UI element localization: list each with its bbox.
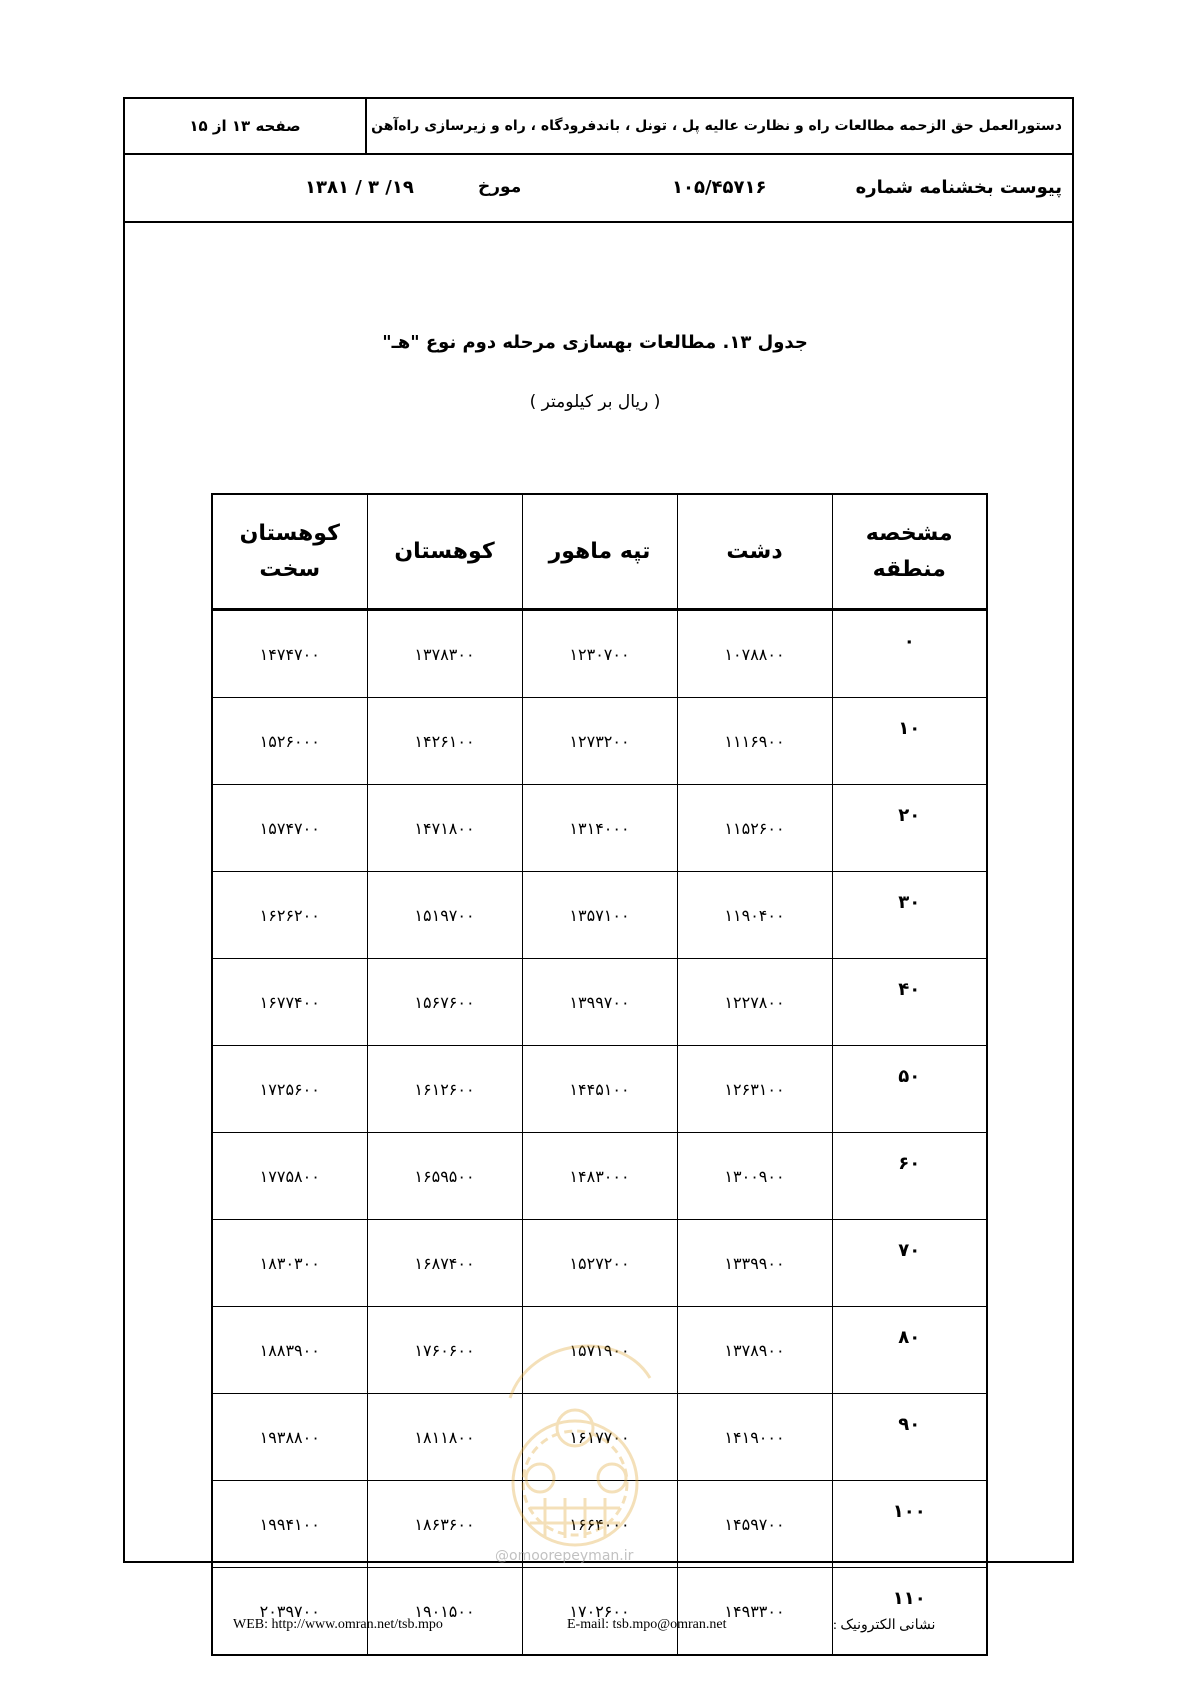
cell-zone: ۳۰ <box>832 872 987 959</box>
header-hard-mountain-line1: کوهستان <box>239 521 340 547</box>
cell-mountain: ۱۳۷۸۳۰۰ <box>367 610 522 698</box>
table-row <box>212 610 987 698</box>
cell-hilly: ۱۳۱۴۰۰۰ <box>522 785 677 872</box>
cell-zone: ۹۰ <box>832 1394 987 1481</box>
header-hilly: تپه ماهور <box>522 494 677 610</box>
cell-mountain: ۱۸۱۱۸۰۰ <box>367 1394 522 1481</box>
table-unit: ( ریال بر کیلومتر ) <box>529 392 661 412</box>
cell-plain: ۱۴۹۳۳۰۰ <box>677 1568 832 1656</box>
document-title: دستورالعمل حق الزحمه مطالعات راه و نظارت عالیه پل ، تونل ، باندفرودگاه ، راه و زیرسازی راه‌آهن <box>371 118 1062 134</box>
table-row <box>212 785 987 872</box>
table-row <box>212 1133 987 1220</box>
cell-zone: ۶۰ <box>832 1133 987 1220</box>
cell-zone: ۰ <box>832 610 987 698</box>
cell-plain: ۱۲۶۳۱۰۰ <box>677 1046 832 1133</box>
cell-zone: ۲۰ <box>832 785 987 872</box>
header-mountain: کوهستان <box>367 494 522 610</box>
table-row <box>212 872 987 959</box>
cell-hilly: ۱۶۶۴۰۰۰ <box>522 1481 677 1568</box>
footer-address-label: نشانی الکترونیک : <box>833 1618 936 1633</box>
cell-hard-mountain: ۱۹۳۸۸۰۰ <box>212 1394 367 1481</box>
table-header-row <box>212 494 987 610</box>
gear-emblem-icon <box>490 1318 660 1548</box>
header-zone <box>832 494 987 610</box>
cell-plain: ۱۲۲۷۸۰۰ <box>677 959 832 1046</box>
cell-hilly: ۱۴۴۵۱۰۰ <box>522 1046 677 1133</box>
header-hard-mountain-line2: سخت <box>259 556 321 582</box>
cell-hilly: ۱۳۵۷۱۰۰ <box>522 872 677 959</box>
cell-mountain: ۱۵۶۷۶۰۰ <box>367 959 522 1046</box>
cell-mountain: ۱۴۲۶۱۰۰ <box>367 698 522 785</box>
cell-plain: ۱۴۵۹۷۰۰ <box>677 1481 832 1568</box>
header-plain: دشت <box>677 494 832 610</box>
cell-mountain: ۱۴۷۱۸۰۰ <box>367 785 522 872</box>
cell-hilly: ۱۵۲۷۲۰۰ <box>522 1220 677 1307</box>
cell-hilly: ۱۷۰۲۶۰۰ <box>522 1568 677 1656</box>
table-row <box>212 959 987 1046</box>
cell-plain: ۱۴۱۹۰۰۰ <box>677 1394 832 1481</box>
cell-zone: ۱۱۰ <box>832 1568 987 1656</box>
footer-email: E-mail: tsb.mpo@omran.net <box>567 1617 727 1632</box>
cell-zone: ۴۰ <box>832 959 987 1046</box>
cell-hilly: ۱۶۱۷۷۰۰ <box>522 1394 677 1481</box>
header-zone-line2: منطقه <box>872 556 946 582</box>
cell-hilly: ۱۳۹۹۷۰۰ <box>522 959 677 1046</box>
cell-plain: ۱۳۷۸۹۰۰ <box>677 1307 832 1394</box>
cell-hard-mountain: ۱۶۲۶۲۰۰ <box>212 872 367 959</box>
circular-number: ۱۰۵/۴۵۷۱۶ <box>672 177 767 198</box>
header-zone-line1: مشخصه <box>865 521 953 547</box>
cell-hard-mountain: ۱۹۹۴۱۰۰ <box>212 1481 367 1568</box>
cell-plain: ۱۳۰۰۹۰۰ <box>677 1133 832 1220</box>
cell-zone: ۷۰ <box>832 1220 987 1307</box>
cell-mountain: ۱۶۸۷۴۰۰ <box>367 1220 522 1307</box>
cell-zone: ۱۰ <box>832 698 987 785</box>
table-title: جدول ۱۳. مطالعات بهسازی مرحله دوم نوع "هـ" <box>382 332 808 353</box>
header-hard-mountain <box>212 494 367 610</box>
cell-mountain: ۱۵۱۹۷۰۰ <box>367 872 522 959</box>
cell-hard-mountain: ۱۷۲۵۶۰۰ <box>212 1046 367 1133</box>
table-row <box>212 698 987 785</box>
cell-hard-mountain: ۱۵۲۶۰۰۰ <box>212 698 367 785</box>
cell-hilly: ۱۲۳۰۷۰۰ <box>522 610 677 698</box>
cell-hard-mountain: ۱۴۷۴۷۰۰ <box>212 610 367 698</box>
cell-zone: ۸۰ <box>832 1307 987 1394</box>
table-row <box>212 1568 987 1656</box>
cell-hard-mountain: ۱۸۳۰۳۰۰ <box>212 1220 367 1307</box>
table-row <box>212 1046 987 1133</box>
cell-mountain: ۱۹۰۱۵۰۰ <box>367 1568 522 1656</box>
cell-hard-mountain: ۱۷۷۵۸۰۰ <box>212 1133 367 1220</box>
cell-plain: ۱۱۱۶۹۰۰ <box>677 698 832 785</box>
watermark-text: @omoorepeyman.ir <box>495 1548 634 1564</box>
header-top-row <box>125 99 1072 155</box>
header-circular-row <box>125 155 1072 223</box>
date-label: مورخ <box>478 177 522 197</box>
cell-plain: ۱۱۵۲۶۰۰ <box>677 785 832 872</box>
cell-hard-mountain: ۱۵۷۴۷۰۰ <box>212 785 367 872</box>
page-indicator: صفحه ۱۳ از ۱۵ <box>125 99 367 153</box>
cell-hilly: ۱۴۸۳۰۰۰ <box>522 1133 677 1220</box>
cell-plain: ۱۳۳۹۹۰۰ <box>677 1220 832 1307</box>
circular-label: پیوست بخشنامه شماره <box>855 177 1062 198</box>
cell-hard-mountain: ۲۰۳۹۷۰۰ <box>212 1568 367 1656</box>
cell-mountain: ۱۷۶۰۶۰۰ <box>367 1307 522 1394</box>
cell-hilly: ۱۵۷۱۹۰۰ <box>522 1307 677 1394</box>
cell-zone: ۵۰ <box>832 1046 987 1133</box>
cell-mountain: ۱۸۶۳۶۰۰ <box>367 1481 522 1568</box>
cell-zone: ۱۰۰ <box>832 1481 987 1568</box>
cell-plain: ۱۱۹۰۴۰۰ <box>677 872 832 959</box>
date-value: ۱۳۸۱ / ۳ /۱۹ <box>305 177 414 198</box>
footer-web: WEB: http://www.omran.net/tsb.mpo <box>233 1617 443 1632</box>
table-row <box>212 1220 987 1307</box>
cell-hilly: ۱۲۷۳۲۰۰ <box>522 698 677 785</box>
cell-hard-mountain: ۱۶۷۷۴۰۰ <box>212 959 367 1046</box>
cell-mountain: ۱۶۵۹۵۰۰ <box>367 1133 522 1220</box>
cell-mountain: ۱۶۱۲۶۰۰ <box>367 1046 522 1133</box>
cell-hard-mountain: ۱۸۸۳۹۰۰ <box>212 1307 367 1394</box>
cell-plain: ۱۰۷۸۸۰۰ <box>677 610 832 698</box>
